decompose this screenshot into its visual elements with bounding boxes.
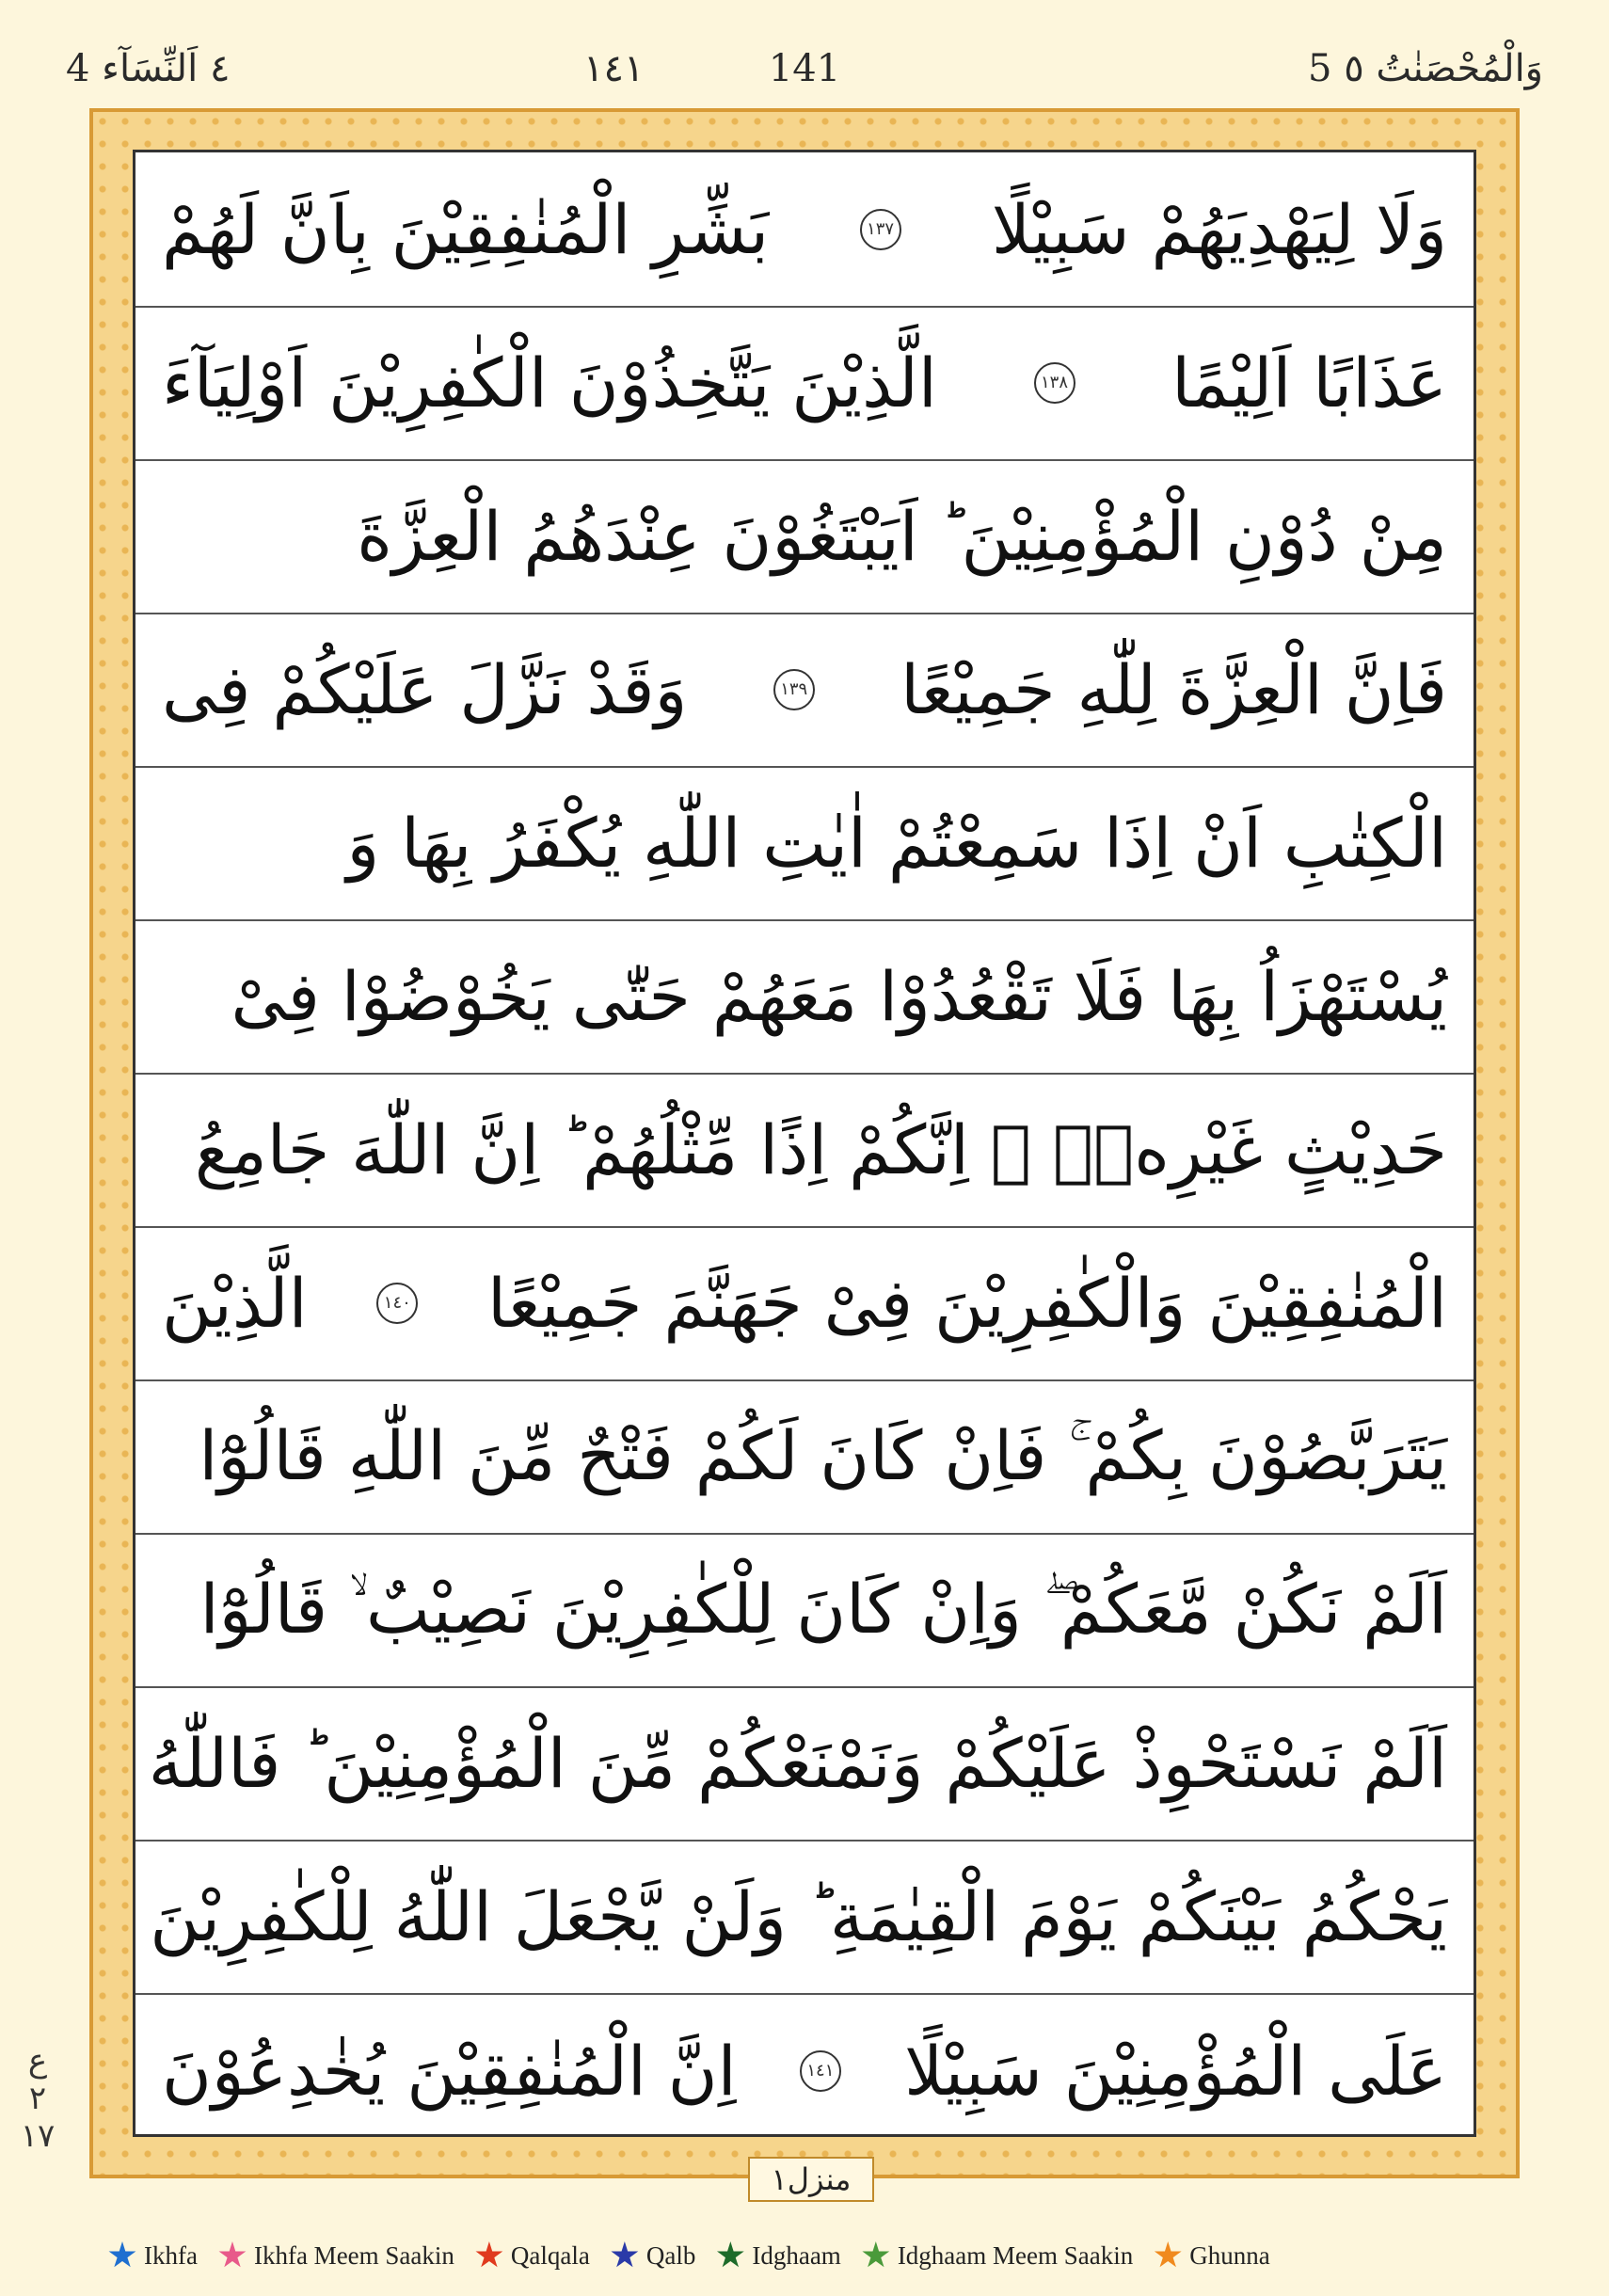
- verse-text: يَتَرَبَّصُوْنَ بِكُمْ ۚ فَاِنْ كَانَ لَكُمْ فَتْحٌ مِّنَ اللّٰهِ قَالُوْٓا: [199, 1415, 1447, 1495]
- verse-line: [135, 1073, 1474, 1228]
- page-number: 141: [768, 47, 841, 90]
- verse-line: [135, 1226, 1474, 1381]
- verse-text: اَلَمْ نَسْتَحْوِذْ عَلَيْكُمْ وَنَمْنَعْكُمْ مِّنَ الْمُؤْمِنِيْنَ ؕ فَاللّٰهُ: [148, 1723, 1447, 1803]
- legend-label: Ghunna: [1189, 2240, 1270, 2270]
- verse-text: مِنْ دُوْنِ الْمُؤْمِنِيْنَ ؕ اَيَبْتَغُوْنَ عِنْدَهُمُ الْعِزَّةَ: [357, 496, 1447, 576]
- verse-line: [135, 613, 1474, 768]
- legend-item: [862, 2241, 1133, 2271]
- legend-label: Qalqala: [510, 2240, 590, 2270]
- verse-text: بَشِّرِ الْمُنٰفِقِيْنَ بِاَنَّ لَهُمْ: [162, 189, 770, 269]
- verse-text: وَلَا لِيَهْدِيَهُمْ سَبِيْلًا: [991, 189, 1447, 269]
- verse-line: [135, 152, 1474, 308]
- verse-text: الْكِتٰبِ اَنْ اِذَا سَمِعْتُمْ اٰيٰتِ اللّٰهِ يُكْفَرُ بِهَا وَ: [346, 803, 1447, 883]
- legend-item: [108, 2241, 198, 2271]
- legend-label: Ikhfa Meem Saakin: [253, 2240, 454, 2270]
- surah-title: ٤ اَلنِّسَآء 4: [66, 47, 231, 90]
- tajweed-legend: [108, 2232, 1553, 2279]
- verse-line: [135, 919, 1474, 1075]
- ayah-number: ١٣٨: [1034, 362, 1075, 404]
- verse-text: الَّذِيْنَ: [162, 1263, 308, 1343]
- page-header: [56, 38, 1553, 113]
- verse-text: وَقَدْ نَزَّلَ عَلَيْكُمْ فِى: [162, 649, 688, 729]
- verse-text: فَاِنَّ الْعِزَّةَ لِلّٰهِ جَمِيْعًا: [900, 649, 1447, 729]
- star-icon: [611, 2241, 639, 2270]
- ruku-marker: ع ٢ ١٧: [20, 2042, 56, 2155]
- page-number-arabic: ١٤١: [583, 47, 645, 90]
- legend-item: [218, 2241, 454, 2271]
- juz-title: 5 وَالْمُحْصَنٰتُ ٥: [1308, 47, 1543, 90]
- ornamental-border: [89, 108, 1520, 2178]
- verse-text: يُسْتَهْزَاُ بِهَا فَلَا تَقْعُدُوْا مَعَهُمْ حَتّٰى يَخُوْضُوْا فِىْ: [231, 956, 1447, 1036]
- verse-text: حَدِيْثٍ غَيْرِهٖۤ ۖ اِنَّكُمْ اِذًا مِّثْلُهُمْ ؕ اِنَّ اللّٰهَ جَامِعُ: [194, 1109, 1447, 1189]
- verse-text: عَلَى الْمُؤْمِنِيْنَ سَبِيْلًا: [904, 2031, 1447, 2111]
- ayah-number: ١٣٧: [860, 209, 901, 250]
- ayah-number: ١٤١: [800, 2050, 841, 2092]
- verse-text: اِنَّ الْمُنٰفِقِيْنَ يُخٰدِعُوْنَ: [162, 2031, 737, 2111]
- legend-label: Qalb: [645, 2240, 696, 2270]
- verse-text: الَّذِيْنَ يَتَّخِذُوْنَ الْكٰفِرِيْنَ اَوْلِيَآءَ: [162, 343, 937, 423]
- text-panel: [133, 150, 1476, 2137]
- verse-line: [135, 1533, 1474, 1688]
- verse-text: اَلَمْ نَكُنْ مَّعَكُمْ ۖ وَاِنْ كَانَ لِلْكٰفِرِيْنَ نَصِيْبٌ ۙ قَالُوْٓا: [199, 1569, 1447, 1649]
- verse-line: [135, 766, 1474, 921]
- legend-item: [611, 2241, 695, 2271]
- manzil-label: منزل۱: [748, 2157, 874, 2202]
- legend-item: [1154, 2241, 1269, 2271]
- ayah-number: ١٤٠: [376, 1283, 418, 1324]
- verse-line: [135, 1379, 1474, 1535]
- legend-label: Idghaam Meem Saakin: [897, 2240, 1134, 2270]
- verse-text: يَحْكُمُ بَيْنَكُمْ يَوْمَ الْقِيٰمَةِ ؕ وَلَنْ يَّجْعَلَ اللّٰهُ لِلْكٰفِرِيْنَ: [150, 1876, 1447, 1956]
- legend-item: [716, 2241, 840, 2271]
- star-icon: [108, 2241, 136, 2270]
- star-icon: [218, 2241, 247, 2270]
- legend-label: Ikhfa: [144, 2240, 198, 2270]
- star-icon: [1154, 2241, 1182, 2270]
- verse-line: [135, 459, 1474, 614]
- verse-text: عَذَابًا اَلِيْمًا: [1171, 343, 1447, 423]
- verse-text: الْمُنٰفِقِيْنَ وَالْكٰفِرِيْنَ فِىْ جَهَنَّمَ جَمِيْعًا: [487, 1263, 1447, 1343]
- verse-line: [135, 1840, 1474, 1995]
- star-icon: [716, 2241, 744, 2270]
- verse-line: [135, 1686, 1474, 1842]
- verse-line: [135, 1993, 1474, 2148]
- verse-line: [135, 306, 1474, 461]
- ayah-number: ١٣٩: [773, 669, 815, 710]
- star-icon: [862, 2241, 890, 2270]
- star-icon: [475, 2241, 503, 2270]
- legend-item: [475, 2241, 590, 2271]
- legend-label: Idghaam: [752, 2240, 841, 2270]
